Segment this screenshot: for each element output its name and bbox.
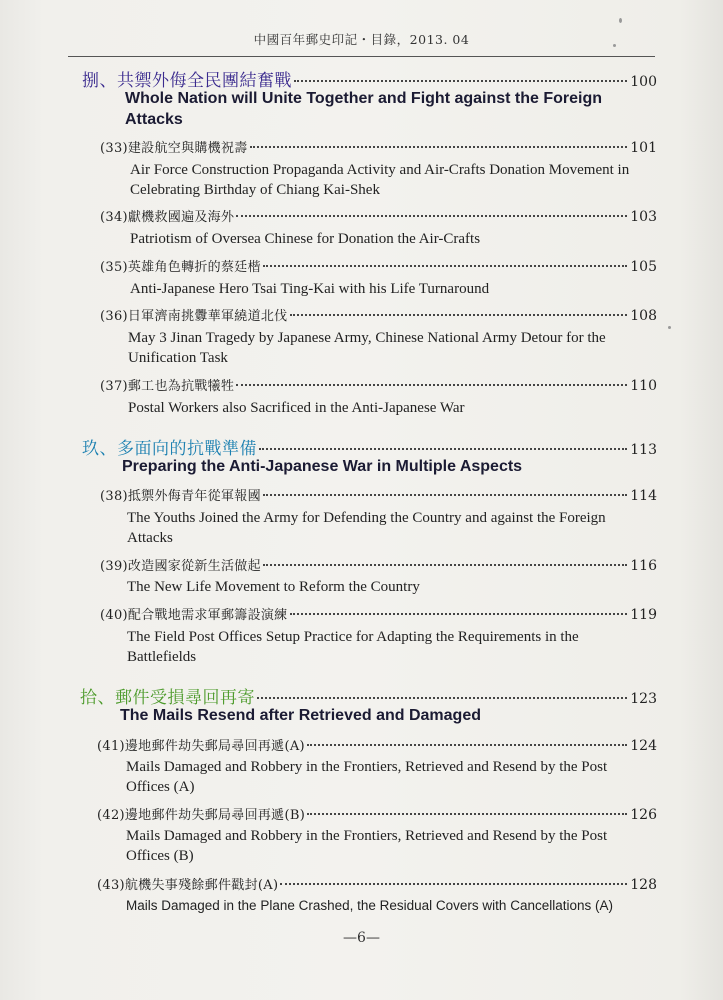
paper-speck (619, 18, 622, 23)
page-number: 124 (630, 738, 657, 754)
dot-leader (307, 813, 627, 815)
toc-item-37 (100, 375, 657, 394)
page-number: 103 (630, 209, 657, 225)
dot-leader (257, 697, 627, 699)
page-number: 123 (630, 691, 657, 707)
page-number: 105 (630, 259, 657, 275)
item-title: (35)英雄角色轉折的蔡廷楷 (100, 260, 261, 275)
page-footer-number: —6— (343, 930, 380, 946)
item-english-title: Mails Damaged and Robbery in the Frontiers, Retrieved and Resend by the Post Offices (A) (126, 759, 608, 795)
item-title: (38)抵禦外侮青年從軍報國 (100, 489, 261, 504)
item-english-title: Mails Damaged in the Plane Crashed, the Residual Covers with Cancellations (A) (126, 898, 613, 913)
item-title: (42)邊地郵件劫失郵局尋回再遞(B) (97, 808, 306, 823)
toc-item-34 (100, 206, 657, 225)
item-english-title: Anti-Japanese Hero Tsai Ting-Kai with his Life Turnaround (130, 281, 490, 297)
item-english-title: Postal Workers also Sacrificed in the Anti-Japanese War (128, 400, 465, 416)
page-number: 128 (630, 877, 657, 893)
page-number: 113 (630, 442, 657, 458)
item-english-title: The Field Post Offices Setup Practice for Adapting the Requirements in the Battlefields (127, 629, 579, 665)
toc-item-39 (100, 555, 657, 574)
toc-item-41 (97, 735, 657, 754)
toc-item-43 (97, 874, 657, 893)
item-english-title: The Youths Joined the Army for Defending the Country and against the Foreign Attacks (127, 510, 606, 546)
dot-leader (236, 384, 627, 386)
item-english-title: The New Life Movement to Reform the Country (127, 579, 420, 595)
item-english-title: Mails Damaged and Robbery in the Frontiers, Retrieved and Resend by the Post Offices (B) (126, 828, 608, 864)
dot-leader (263, 564, 627, 566)
item-title: (43)航機失事殘餘郵件戳封(A) (97, 878, 279, 893)
section-title: 玖、多面向的抗戰準備 (82, 439, 257, 459)
page-number: 114 (630, 488, 657, 504)
page-number: 119 (630, 607, 657, 623)
paper-speck (613, 44, 616, 47)
item-english-title: Patriotism of Oversea Chinese for Donation the Air-Crafts (130, 231, 481, 247)
dot-leader (263, 494, 627, 496)
item-title: (39)改造國家從新生活做起 (100, 559, 261, 574)
item-title: (41)邊地郵件劫失郵局尋回再遞(A) (97, 739, 305, 754)
section-title: 捌、共禦外侮全民團結奮戰 (82, 71, 292, 91)
toc-item-33 (100, 137, 657, 156)
page-number: 101 (630, 140, 657, 156)
dot-leader (263, 265, 627, 267)
dot-leader (290, 613, 628, 615)
dot-leader (280, 883, 627, 885)
section-english-title: Whole Nation will Unite Together and Fight against the Foreign Attacks (125, 90, 603, 128)
section-english-title: The Mails Resend after Retrieved and Damaged (120, 707, 481, 724)
running-header: 中國百年郵史印記・目錄，2013. 04 (68, 22, 655, 57)
section-english-title: Preparing the Anti-Japanese War in Multiple Aspects (122, 458, 523, 475)
toc-item-40 (100, 604, 657, 623)
item-english-title: Air Force Construction Propaganda Activity and Air-Crafts Donation Movement in Celebrating Birthday of Chiang Kai-Shek (130, 162, 630, 198)
item-title: (40)配合戰地需求軍郵籌設演練 (100, 608, 288, 623)
dot-leader (290, 314, 628, 316)
dot-leader (294, 80, 627, 82)
section-title: 拾、郵件受損尋回再寄 (80, 688, 255, 708)
item-english-title: May 3 Jinan Tragedy by Japanese Army, Chinese National Army Detour for the Unification Task (128, 330, 606, 366)
item-title: (33)建設航空與購機祝壽 (100, 141, 248, 156)
page-number: 126 (630, 807, 657, 823)
item-title: (34)獻機救國遍及海外 (100, 210, 235, 225)
toc-item-36 (100, 305, 657, 324)
dot-leader (259, 448, 627, 450)
page-number: 100 (630, 74, 657, 90)
item-title: (37)郵工也為抗戰犧牲 (100, 379, 235, 394)
toc-item-42 (97, 804, 657, 823)
dot-leader (307, 744, 627, 746)
dot-leader (236, 215, 627, 217)
toc-item-38 (100, 485, 657, 504)
page-number: 110 (630, 378, 657, 394)
page-number: 108 (630, 308, 657, 324)
item-title: (36)日軍濟南挑釁華軍繞道北伐 (100, 309, 288, 324)
paper-speck (668, 326, 671, 329)
toc-item-35 (100, 256, 657, 275)
dot-leader (250, 146, 628, 148)
page-number: 116 (630, 558, 657, 574)
